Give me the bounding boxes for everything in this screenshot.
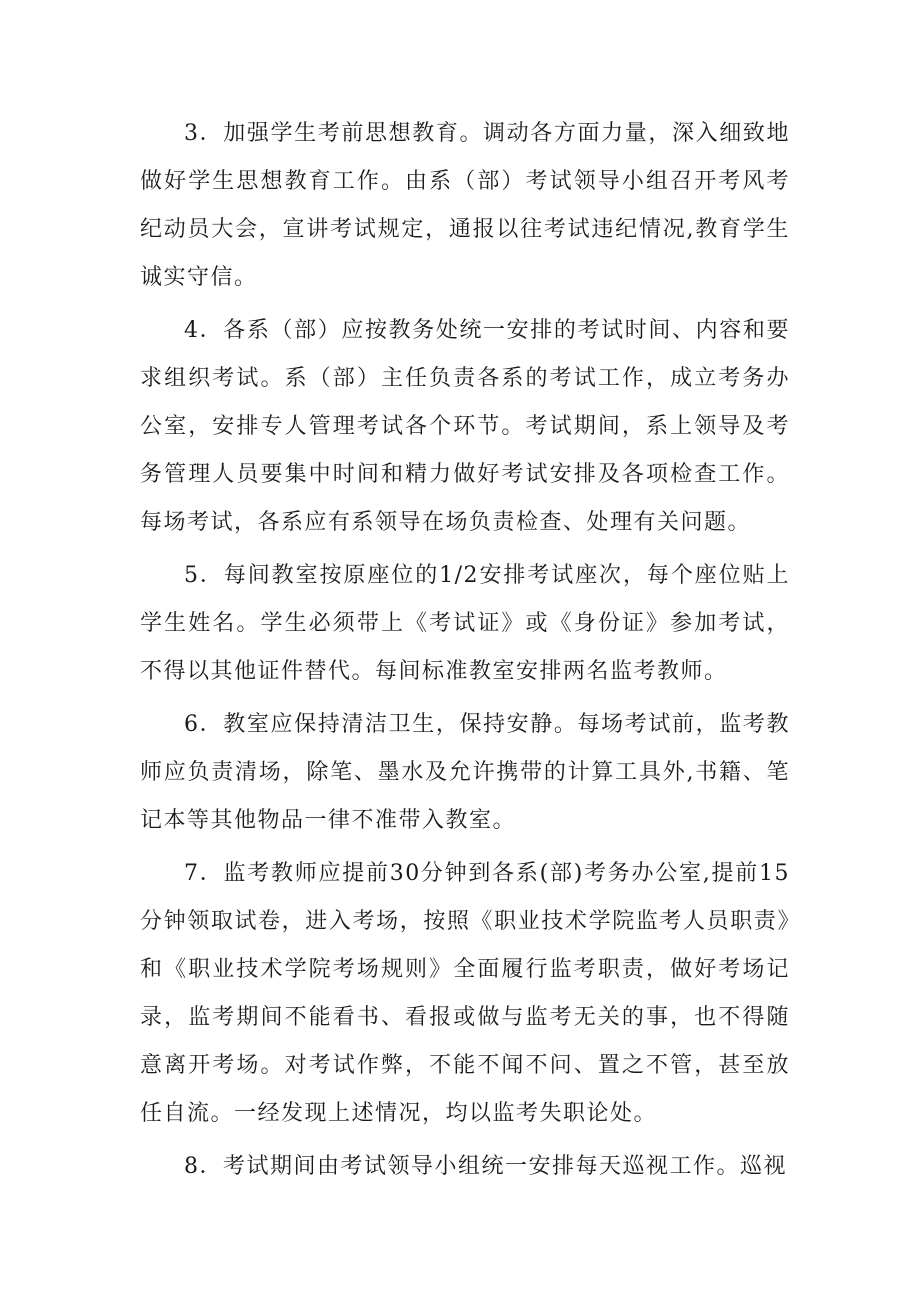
paragraph-item-7: 7．监考教师应提前30分钟到各系(部)考务办公室,提前15分钟领取试卷，进入考场，按照《职业技术学院监考人员职责》和《职业技术学院考场规则》全面履行监考职责，做好考场记录，监考期间不能看书、看报或做与监考无关的事，也不得随意离开考场。对考试作弊，不能不闻不问、置之不管，甚至放任自流。一经发现上述情况，均以监考失职论处。 xyxy=(140,861,790,1126)
paragraph-item-4: 4．各系（部）应按教务处统一安排的考试时间、内容和要求组织考试。系（部）主任负责各系的考试工作，成立考务办公室，安排专人管理考试各个环节。考试期间，系上领导及考务管理人员要集中时间和精力做好考试安排及各项检查工作。每场考试，各系应有系领导在场负责检查、处理有关问题。 xyxy=(140,318,790,535)
paragraph-item-3: 3．加强学生考前思想教育。调动各方面力量，深入细致地做好学生思想教育工作。由系（部）考试领导小组召开考风考纪动员大会，宣讲考试规定，通报以往考试违纪情况,教育学生诚实守信。 xyxy=(140,121,790,290)
paragraph-item-6: 6．教室应保持清洁卫生，保持安静。每场考试前，监考教师应负责清场，除笔、墨水及允许携带的计算工具外,书籍、笔记本等其他物品一律不准带入教室。 xyxy=(140,712,790,833)
document-body xyxy=(140,110,790,1196)
paragraph-item-8: 8．考试期间由考试领导小组统一安排每天巡视工作。巡视 xyxy=(184,1154,787,1179)
paragraph-item-5: 5．每间教室按原座位的1/2安排考试座次，每个座位贴上学生姓名。学生必须带上《考试证》或《身份证》参加考试，不得以其他证件替代。每间标准教室安排两名监考教师。 xyxy=(140,563,790,684)
